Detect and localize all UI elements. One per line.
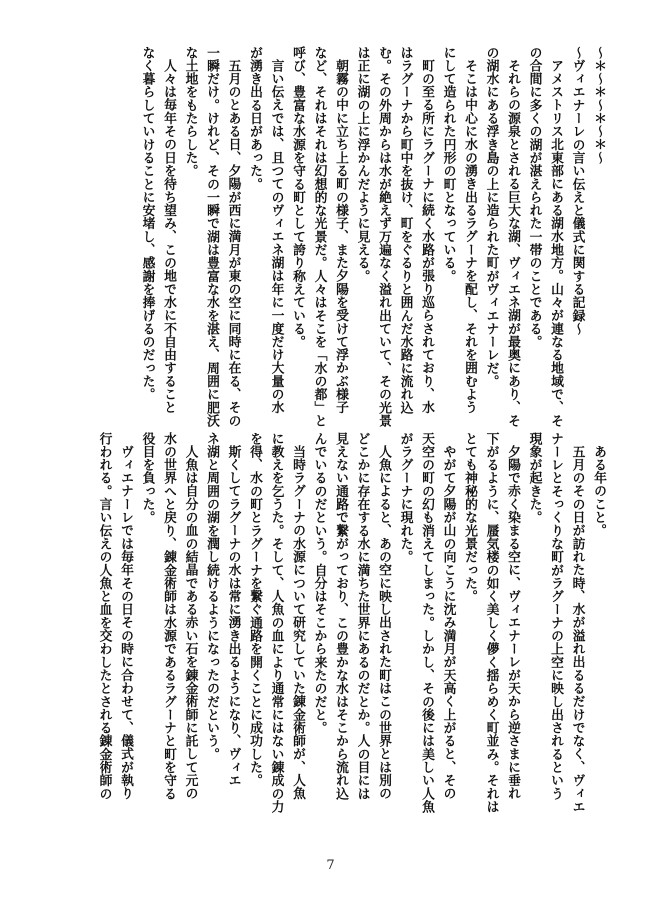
text-line: に教えを乞うた。そして、人魚の血により通常にはない錬成の力 xyxy=(268,432,284,814)
section-title: ～ヴィエナーレの言い伝えと儀式に関する記録～ xyxy=(569,46,585,336)
text-line: 天空の町の幻も消えてしまった。しかし、その後には美しい人魚 xyxy=(419,432,434,814)
text-line: 言い伝えでは、且つてのヴィエネ湖は年に一度だけ大量の水 xyxy=(268,59,284,415)
text-line: 夕陽で赤く染まる空に、ヴィエナーレが天から逆さまに垂れ xyxy=(505,445,520,801)
text-line: ナーレとそっくりな町がラグーナの上空に映し出されるという xyxy=(548,432,563,801)
text-line: 当時ラグーナの水源について研究していた錬金術師が、人魚 xyxy=(290,445,305,801)
text-line: 行われる。言い伝えの人魚と血を交わしたとされる錬金術師の xyxy=(96,432,112,801)
text-line: 役目を負った。 xyxy=(139,432,155,525)
text-line: 町の至る所にラグーナに続く水路が張り巡らされており、水 xyxy=(419,59,434,415)
text-line: ヴィエナーレでは毎年その日その時に合わせて、儀式が執り xyxy=(118,445,133,801)
page-number: 7 xyxy=(326,858,335,873)
text-line: 五月のとある日、夕陽が西に満月が東の空に同時に在る、その xyxy=(225,59,241,428)
text-line: が湧き出る日があった。 xyxy=(247,46,262,191)
text-line: ある年のこと。 xyxy=(591,445,606,538)
text-line: アメストリス北東部にある湖水地方。山々が連なる地域で、そ xyxy=(548,59,563,428)
text-line: 斯くしてラグーナの水は常に湧き出るようになり、ヴィエ xyxy=(225,445,241,787)
text-line: なく暮らしていけることに安堵し、感謝を捧げるのだった。 xyxy=(139,46,155,402)
text-line: がラグーナに現れた。 xyxy=(397,432,413,564)
text-line: それらの源泉とされる巨大な湖、ヴィエネ湖が最奥にあり、そ xyxy=(505,59,520,428)
text-line: 水の世界へと戻り、錬金術師は水源であるラグーナと町を守る xyxy=(161,432,176,801)
text-line: ネ湖と周囲の湖を潤し続けるようになったのだという。 xyxy=(204,432,219,761)
text-line: にして造られた円形の町となっている。 xyxy=(440,46,456,283)
text-line: 朝霧の中に立ち上る町の様子、また夕陽を受けて浮かぶ様子 xyxy=(333,59,348,415)
text-line: どこかに存在する水に満ちた世界にあるのだとか。人の目には xyxy=(354,432,370,801)
text-line: はラグーナから町中を抜け、町をぐるりと囲んだ水路に流れ込 xyxy=(397,46,413,415)
text-line: 人々は毎年その日を待ち望み、この地で水に不自由すること xyxy=(161,59,176,415)
text-line: 呼び、豊富な水源を守る町として誇り称えている。 xyxy=(290,46,305,349)
top-text-block xyxy=(136,46,609,428)
text-line: 五月のその日が訪れた時、水が溢れ出るるだけでなく、ヴィエ xyxy=(569,445,585,814)
text-line: やがて夕陽が山の向こうに沈み満月が天高く上がると、その xyxy=(440,445,456,801)
text-line: 人魚は自分の血の結晶である赤い石を錬金術師に託して元の xyxy=(182,445,198,801)
text-line: 現象が起きた。 xyxy=(526,432,542,525)
text-line: 一瞬だけ。けれど、その一瞬で湖は豊富な水を湛え、周囲に肥沃 xyxy=(204,46,219,428)
text-line: とても神秘的な光景だった。 xyxy=(462,432,477,603)
text-line: の湖水にある浮き島の上に造られた町がヴィエナーレだ。 xyxy=(483,46,499,388)
text-line: など、それはそれは幻想的な光景だ。人々はそこを「水の都」と xyxy=(311,46,327,428)
text-line: の合間に多くの湖が湛えられた一帯のことである。 xyxy=(526,46,542,349)
text-line: んでいるのだという。自分はそこから来たのだと。 xyxy=(311,432,327,735)
text-line: む。その外周からは水が絶えず万遍なく溢れ出ていて、その光景 xyxy=(376,46,391,428)
text-line: は正に湖の上に浮かんだように見える。 xyxy=(354,46,370,283)
text-line: な土地をもたらした。 xyxy=(182,46,198,178)
text-line: 下がるように、蜃気楼の如く美しく儚く揺らめく町並み。それは xyxy=(483,432,499,814)
text-line: そこは中心に水の湧き出るラグーナを配し、それを囲むよう xyxy=(462,59,477,415)
text-line: 人魚によると、あの空に映し出された町はこの世界とは別の xyxy=(376,445,391,801)
text-line: を得、水の町とラグーナを繋ぐ通路を開くことに成功した。 xyxy=(247,432,262,788)
bottom-text-block xyxy=(93,432,609,840)
decorative-divider: ～＊～＊～＊～＊～ xyxy=(591,46,606,165)
text-line: 見えない通路で繋がっており、この豊かな水はそこから流れ込 xyxy=(333,432,348,801)
